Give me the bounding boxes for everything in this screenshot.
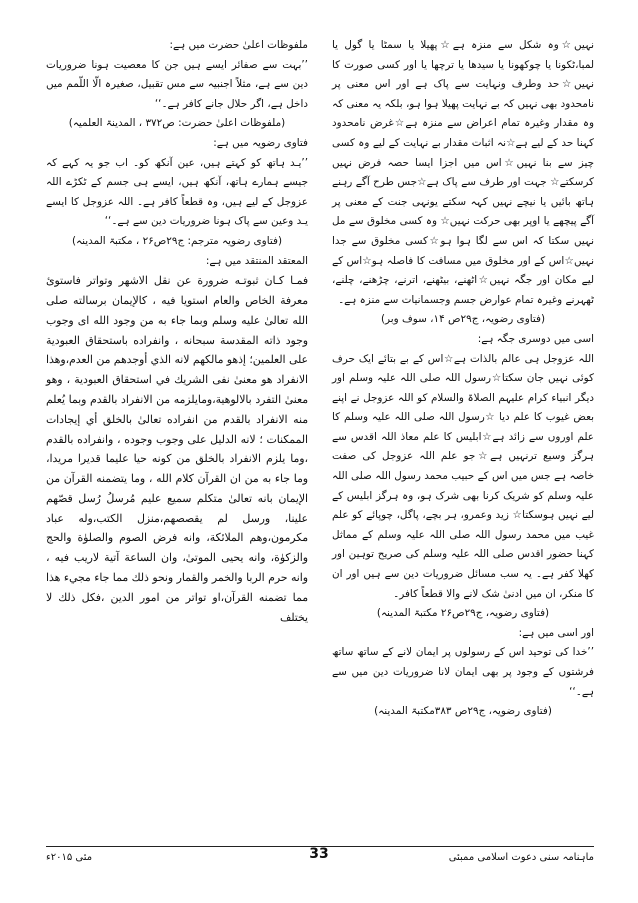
arabic-passage: فمـا كـان ثبوتـه ضرورة عن نقل الاشهر وتواتر فاستوئ معرفة الخاص والعام استويا فيه ، كالإيمان برسالته صلى الله تعالىٰ عليه وسلم وبما جاء به من وجود الله اى وجوب وجود ذاته المقدسة سبحانه ، وانفراده باستحقاق العبودية على العلمين؛ إذهو مالكهم لانه الذي أوجدهم من العدم،وهذا الانفراد هو معنىٰ نفى الشريك في استحقاق العبودية ، وهو معنىٰ التفرد بالالوهية،ومايلزمه من الانفراد بالقدم وبما يُعلم منه الانفراد بالقدم من انفراده تعالىٰ بالخلق أي إيجادات الممكنات ؛ لانه الدليل على وجوب وجوده ، وانفراده بالقدم ،وما يلزم الانفراد بالخلق من كونه حيا عليما قديرا مريدا، وما جاء به من ان القرآن كلام الله ، وما يتضمنه القرآن من الإيمان بانه تعالىٰ متكلم سميع عليم مُرسلُ رُسل قصّهم علينا، ورسل لم يقصصهم،منزل الكتب،وله عباد مكرمون،وهم الملائكة، وانه فرض الصوم والصلوٰة والحج والزكوٰة، وانه يحيى الموتىٰ، وان الساعة آتية لاريب فيه ، وانه حرم الربا والخمر والقمار ونحو ذلك مما جاء مجيء هذا مما تضمنه القرآن،او تواتر من امور الدين ،فكل ذلك لا يختلف xyxy=(46,274,308,624)
left-quote-1: ’’بہت سے صفائر ایسے ہیں جن کا معصیت ہونا ضروریات دین سے ہے، مثلاً اجنبیہ سے مس تقبیل، صغیرہ الّا اللّمم میں داخل ہے، اگر حلال جانے کافر ہے۔‘‘ xyxy=(46,58,308,110)
right-paragraph-1: نہیں☆وہ شکل سے منزہ ہے☆پھیلا یا سمٹا یا گول یا لمبا،ٹکونا یا چوکھونا یا سیدھا یا ترچھا یا اور کسی صورت کا نہیں☆حد وطرف ونہایت سے پاک ہے اور اس معنی پر نامحدود بھی نہیں کہ بے نہایت پھیلا ہوا ہو، بلکہ یہ معنی کہ وہ مقدار وغیرہ تمام اعراض سے منزہ ہے☆غرض نامحدود کہنا حد کے لیے ہے☆نہ اثبات مقدار بے نہایت کے لیے وہ کسی چیز سے بنا نہیں☆اس میں اجزا ایسا حصہ فرض نہیں کرسکتے☆ جہت اور طرف سے پاک ہے☆جس طرح آگے رہنے ہاتھ بائیں یا نیچے نہیں کہہ سکتے یونہی جنت کے معنی پر آگے پیچھے یا اوپر بھی حرکت نہیں☆ وہ کسی مخلوق سے مل نہیں سکتا کہ اس سے لگا ہوا ہو☆کسی مخلوق سے جدا نہیں☆اس کے اور مخلوق میں مسافت کا فاصلہ ہو☆اس کے لیے مکان اور جگہ نہیں☆اٹھنے، بیٹھنے، اترنے، چڑھنے، چلنے، ٹھہرنے وغیرہ تمام عوارض جسم وجسمانیات سے منزہ ہے۔ xyxy=(332,39,594,306)
right-heading-2: اسی میں دوسری جگہ ہے: xyxy=(477,332,594,345)
right-citation-2: (فتاوی رضویہ، ج۲۹ص۲۶ مکتبۃ المدینہ) xyxy=(376,607,550,620)
left-citation-2: (فتاوی رضویہ مترجم: ج۲۹ص۲۶ ، مکتبۃ المدینہ) xyxy=(71,234,283,247)
right-citation-1: (فتاوی رضویہ، ج۲۹ص ۱۴، سوف وبر) xyxy=(380,313,546,326)
footer-date: مئی ۲۰۱۵ء xyxy=(46,852,93,863)
left-citation-1: (ملفوظات اعلیٰ حضرت: ص۳۷۲ ، المدینۃ العلمیہ) xyxy=(68,117,286,130)
left-column xyxy=(46,36,308,627)
right-heading-3: اور اسی میں ہے: xyxy=(518,626,594,639)
left-heading-3: المعتقد المنتقد میں ہے: xyxy=(205,254,308,267)
left-quote-2: ’’یـد ہاتھ کو کہتے ہیں، عین آنکھ کو۔ اب جو یہ کہے کہ جیسے ہمارے ہاتھ، آنکھ ہیں، ایسے ہی جسم کے ٹکڑے اللہ عزوجل کے لیے ہیں، وہ قطعاً کافر ہے۔ اللہ عزوجل کا ایسے یـد وعین سے پاک ہونا ضروریات دین سے ہے۔‘‘ xyxy=(46,156,308,228)
right-column xyxy=(332,36,594,722)
page-number: 33 xyxy=(309,846,329,862)
right-paragraph-2: اللہ عزوجل ہی عالم بالذات ہے☆اس کے بے بتائے ایک حرف کوئی نہیں جان سکتا☆رسول اللہ صلی اللہ علیہ وسلم اور دیگر انبیاء کرام علیہم الصلاۃ والسلام کو اللہ عزوجل نے اپنے بعض غیوب کا علم دیا ☆رسول اللہ صلی اللہ علیہ وسلم کا علم اوروں سے زائد ہے☆ابلیس کا علم معاذ اللہ اقدس سے ہرگز وسیع ترنہیں ہے☆جو علم اللہ عزوجل کی صفت خاصہ ہے جس میں اس کے حبیب محمد رسول اللہ صلی اللہ علیہ وسلم کو شریک کرنا بھی شرک ہو، وہ ہرگز ابلیس کے لیے نہیں ہوسکتا☆ زید وعمرو، ہر بچے، پاگل، چوپائے کو علم غیب میں محمد رسول اللہ صلی اللہ علیہ وسلم کے مماثل کہنا حضور اقدس صلی اللہ علیہ وسلم کی صریح توہین اور کھلا کفر ہے۔ یہ سب مسائل ضروریات دین سے ہیں اور ان کا منکر، ان میں ادنیٰ شک لانے والا قطعاً کافر۔ xyxy=(332,352,594,600)
left-heading-1: ملفوظات اعلیٰ حضرت میں ہے: xyxy=(169,39,308,51)
left-heading-2: فتاوی رضویہ میں ہے: xyxy=(213,136,308,149)
right-citation-3: (فتاوی رضویہ، ج۲۹ص ۳۸۳مکتبۃ المدینہ) xyxy=(374,705,552,718)
footer-publication: ماہنامہ سنی دعوت اسلامی ممبئی xyxy=(448,852,594,863)
right-paragraph-3: ’’خدا کی توحید اس کے رسولوں پر ایمان لانے کے ساتھ ساتھ فرشتوں کے وجود پر بھی ایمان لانا ضروریات دین میں سے ہے۔‘‘ xyxy=(332,646,594,698)
